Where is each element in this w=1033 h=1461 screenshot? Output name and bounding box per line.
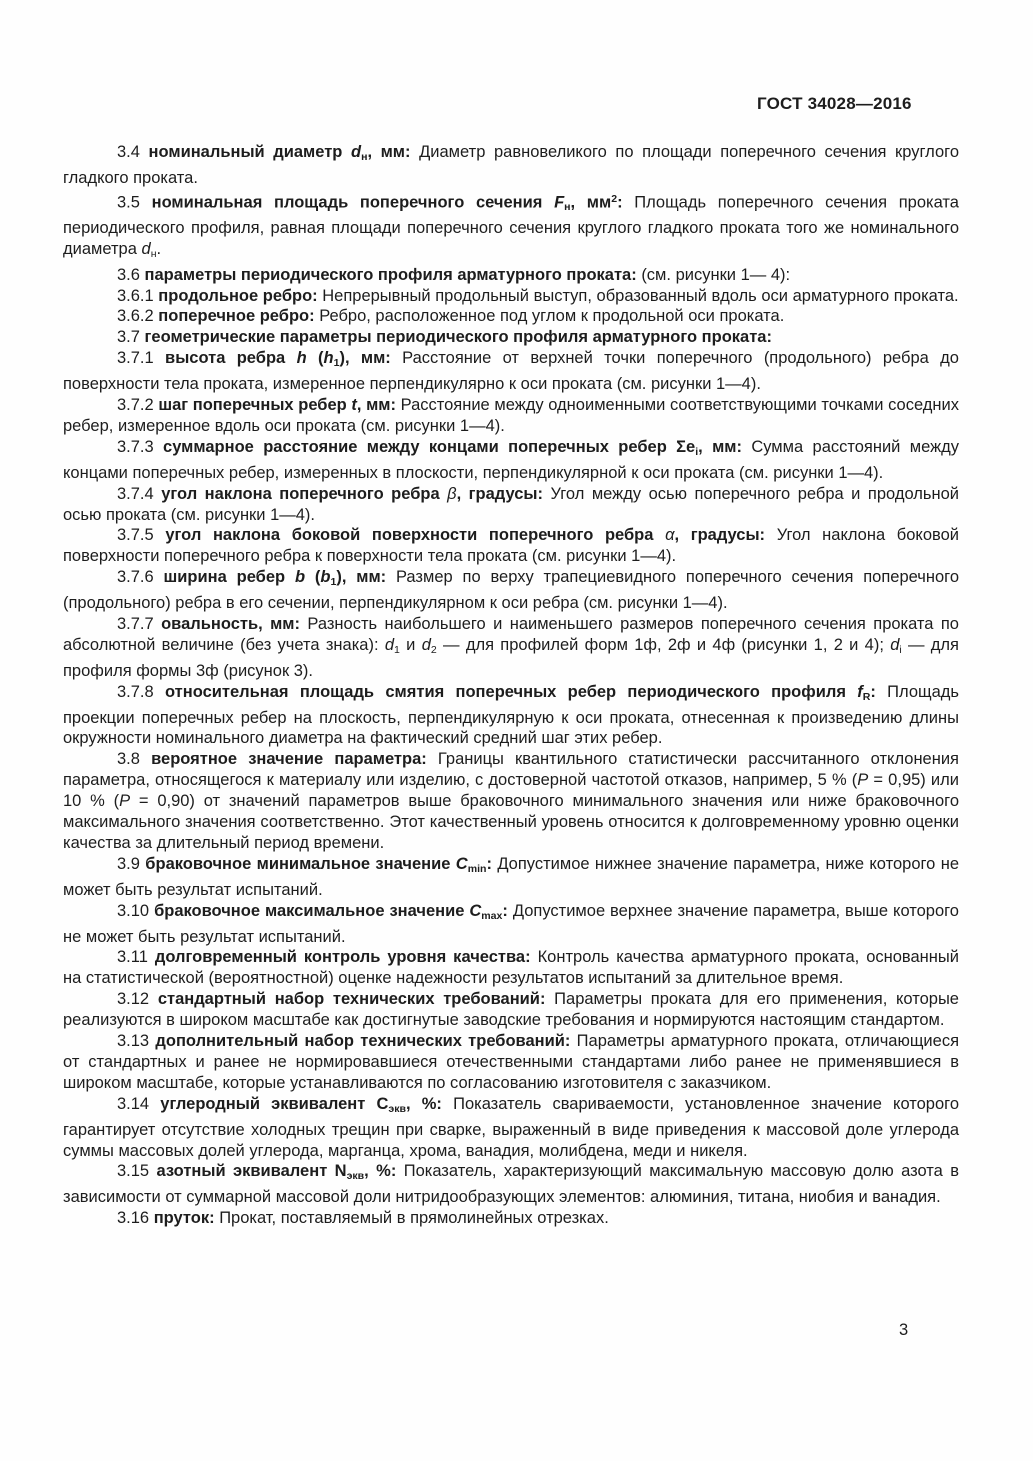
- paragraph-3.7.7: 3.7.7 овальность, мм: Разность наибольшего и наименьшего размеров поперечного сечения проката по абсолютной величине (без учета знака): d1 и d2 — для профилей форм 1ф, 2ф и 4ф (рисунки 1, 2 и 4); di — для профиля формы 3ф (рисунок 3).: [63, 615, 959, 680]
- paragraph-3.6.2: 3.6.2 поперечное ребро: Ребро, расположенное под углом к продольной оси проката.: [117, 307, 785, 326]
- paragraph-3.6.1: 3.6.1 продольное ребро: Непрерывный продольный выступ, образованный вдоль оси арматурного проката.: [117, 286, 959, 305]
- paragraph-3.16: 3.16 пруток: Прокат, поставляемый в прямолинейных отрезках.: [117, 1209, 609, 1228]
- document-body: [63, 142, 959, 1229]
- paragraph-3.7.8: 3.7.8 относительная площадь смятия поперечных ребер периодического профиля fR: Площадь проекции поперечных ребер на плоскость, перпендикулярную к оси проката, отнесенная к произведению длины окружности номинального диаметра на фактический средний шаг этих ребер.: [63, 682, 959, 748]
- paragraph-3.7.4: 3.7.4 угол наклона поперечного ребра β, градусы: Угол между осью поперечного ребра и продольной осью проката (см. рисунки 1—4).: [63, 484, 959, 524]
- paragraph-3.7.1: 3.7.1 высота ребра h (h1), мм: Расстояние от верхней точки поперечного (продольного) ребра до поверхности тела проката, измеренное перпендикулярно к оси проката (см. рисунки 1—4).: [63, 349, 959, 394]
- paragraph-3.7.6: 3.7.6 ширина ребер b (b1), мм: Размер по верху трапециевидного поперечного сечения поперечного (продольного) ребра в его сечении, перпендикулярном к оси ребра (см. рисунки 1—4).: [63, 568, 959, 613]
- paragraph-3.14: 3.14 углеродный эквивалент Сэкв, %: Показатель свариваемости, установленное значение которого гарантирует отсутствие холодных трещин при сварке, выраженный в виде приведения к массовой доле углерода суммы массовых долей углерода, марганца, хрома, ванадия, молибдена, меди и никеля.: [63, 1094, 959, 1160]
- paragraph-3.6: 3.6 параметры периодического профиля арматурного проката: (см. рисунки 1— 4):: [117, 265, 791, 284]
- paragraph-3.4: 3.4 номинальный диаметр dн, мм: Диаметр равновеликого по площади поперечного сечения круглого гладкого проката.: [63, 143, 959, 187]
- paragraph-3.7: 3.7 геометрические параметры периодического профиля арматурного проката:: [117, 328, 772, 347]
- paragraph-3.12: 3.12 стандартный набор технических требований: Параметры проката для его применения, которые реализуются в широком масштабе как достигнутые заводские требования и нормируются настоящим стандартом.: [63, 990, 959, 1030]
- document-standard-title: ГОСТ 34028—2016: [757, 94, 912, 113]
- page-number: 3: [899, 1321, 909, 1339]
- paragraph-3.8: 3.8 вероятное значение параметра: Границы квантильного статистически рассчитанного отклонения параметра, относящегося к материалу или изделию, с достоверной частотой отказов, например, 5 % (P = 0,95) или 10 % (P = 0,90) от значений параметров выше браковочного минимального значения или ниже браковочного максимального значения соответственно. Этот качественный уровень относится к долговременному уровню оценки качества за длительный период времени.: [63, 750, 959, 852]
- paragraph-3.7.5: 3.7.5 угол наклона боковой поверхности поперечного ребра α, градусы: Угол наклона боковой поверхности поперечного ребра к поверхности тела проката (см. рисунки 1—4).: [63, 526, 959, 566]
- paragraph-3.9: 3.9 браковочное минимальное значение Cmin: Допустимое нижнее значение параметра, ниже которого не может быть результат испытаний.: [63, 854, 959, 899]
- paragraph-3.10: 3.10 браковочное максимальное значение Cmax: Допустимое верхнее значение параметра, выше которого не может быть результат испытаний.: [63, 901, 959, 946]
- paragraph-3.11: 3.11 долговременный контроль уровня качества: Контроль качества арматурного проката, основанный на статистической (вероятностной) оценке надежности результатов испытаний за длительное время.: [63, 948, 959, 988]
- paragraph-3.13: 3.13 дополнительный набор технических требований: Параметры арматурного проката, отличающиеся от стандартных и ранее не нормировавшиеся отечественными стандартами либо ранее не применявшиеся в широком масштабе, которые устанавливаются по согласованию изготовителя с заказчиком.: [63, 1032, 960, 1092]
- paragraph-3.15: 3.15 азотный эквивалент Nэкв, %: Показатель, характеризующий максимальную массовую долю азота в зависимости от суммарной массовой доли нитридообразующих элементов: алюминия, титана, ниобия и ванадия.: [63, 1162, 960, 1207]
- paragraph-3.5: 3.5 номинальная площадь поперечного сечения Fн, $мм^2$: Площадь поперечного сечения проката периодического профиля, равная площади поперечного сечения круглого гладкого проката того же номинального диаметра dн.: [63, 192, 959, 260]
- paragraph-3.7.2: 3.7.2 шаг поперечных ребер t, мм: Расстояние между одноименными соответствующими точками соседних ребер, измеренное вдоль оси проката (см. рисунки 1—4).: [63, 396, 959, 435]
- paragraph-3.7.3: 3.7.3 суммарное расстояние между концами поперечных ребер Σei, мм: Сумма расстояний между концами поперечных ребер, измеренных в плоскости, перпендикулярной к оси проката (см. рисунки 1—4).: [63, 437, 959, 482]
